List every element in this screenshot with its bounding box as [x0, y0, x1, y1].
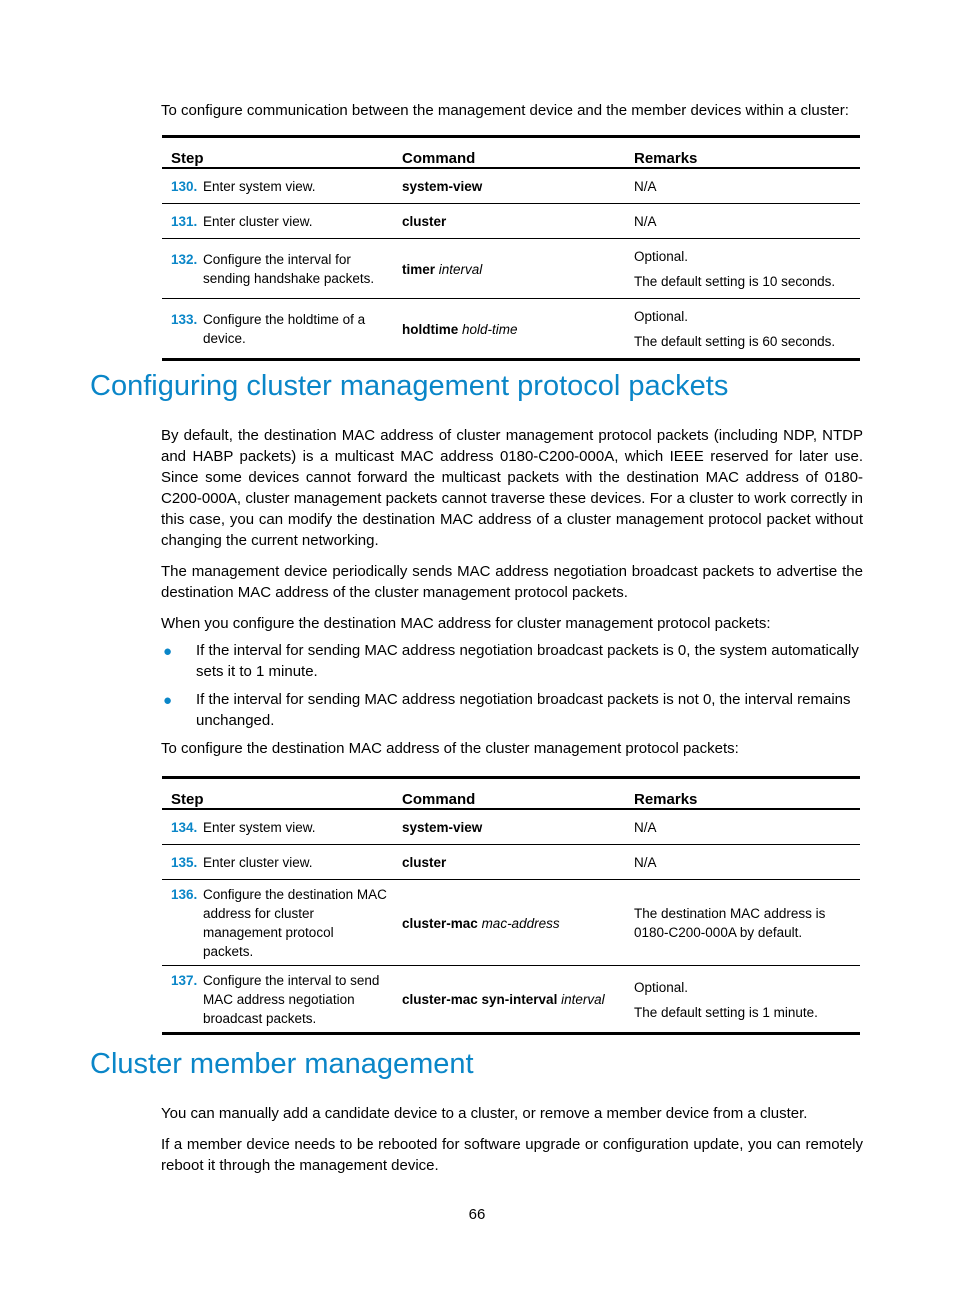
remark-line: N/A	[634, 214, 657, 229]
command-keyword: timer	[402, 261, 436, 277]
list-item	[161, 689, 863, 731]
command-cell	[393, 168, 625, 204]
command-keyword: cluster	[402, 214, 447, 229]
step-text: Configure the interval to send MAC address negotiation broadcast packets.	[203, 973, 380, 1026]
remark-line: Optional.	[634, 979, 689, 995]
command-keyword: cluster-mac syn-interval	[402, 992, 558, 1007]
body-paragraph: You can manually add a candidate device to a cluster, or remove a member device from a cluster.	[161, 1105, 808, 1122]
remarks-cell	[625, 239, 860, 299]
step-text: Configure the interval for sending handshake packets.	[203, 252, 375, 286]
bullet-text: If the interval for sending MAC address negotiation broadcast packets is 0, the system automatically sets it to 1 minute.	[196, 642, 859, 680]
step-number: 130.	[171, 179, 198, 194]
table-row	[162, 845, 860, 880]
table1-header-command: Command	[393, 137, 625, 169]
step-number: 137.	[171, 973, 198, 988]
command-keyword: system-view	[402, 179, 483, 194]
section-body-1	[161, 425, 863, 759]
intro-paragraph-1	[161, 100, 863, 121]
list-item	[161, 640, 863, 682]
table2-header-step: Step	[162, 778, 393, 810]
remark-line: N/A	[634, 855, 657, 870]
table-row	[162, 204, 860, 239]
command-argument: hold-time	[462, 321, 518, 337]
section-body-2	[161, 1103, 863, 1176]
command-keyword: cluster	[402, 855, 447, 870]
command-cell	[393, 845, 625, 880]
step-number: 131.	[171, 214, 198, 229]
bullet-icon: ●	[163, 643, 173, 660]
command-argument: interval	[561, 992, 605, 1007]
step-text: Enter cluster view.	[203, 214, 313, 229]
bullet-icon: ●	[163, 692, 173, 709]
bullet-text: If the interval for sending MAC address negotiation broadcast packets is not 0, the interval remains unchanged.	[196, 691, 851, 729]
remark-line: Optional.	[634, 309, 689, 324]
command-argument: mac-address	[481, 915, 560, 931]
table2-header-remarks: Remarks	[625, 778, 860, 810]
body-paragraph: The management device periodically sends MAC address negotiation broadcast packets to advertise the destination MAC address of the cluster management protocol packets.	[161, 563, 863, 601]
table-row	[162, 299, 860, 360]
remarks-cell	[625, 845, 860, 880]
step-text: Enter system view.	[203, 820, 316, 835]
body-paragraph: If a member device needs to be rebooted for software upgrade or configuration update, you can remotely reboot it through the management device.	[161, 1136, 863, 1174]
remarks-cell	[625, 966, 860, 1034]
table1-header-step: Step	[162, 137, 393, 169]
step-text: Configure the holdtime of a device.	[203, 312, 366, 346]
remark-line: The default setting is 1 minute.	[634, 1004, 818, 1020]
remark-line: N/A	[634, 820, 657, 835]
remark-line: Optional.	[634, 249, 689, 264]
command-cell	[393, 239, 625, 299]
command-cell	[393, 880, 625, 966]
command-cell	[393, 966, 625, 1034]
remark-line: The destination MAC address is 0180-C200-000A by default.	[634, 906, 826, 940]
bullet-list	[161, 640, 863, 731]
table-row	[162, 168, 860, 204]
command-cell	[393, 204, 625, 239]
section-heading-cluster-protocol-packets: Configuring cluster management protocol packets	[90, 370, 729, 402]
remarks-cell	[625, 880, 860, 966]
step-text: Enter system view.	[203, 179, 316, 194]
remarks-cell	[625, 299, 860, 360]
step-number: 134.	[171, 820, 198, 835]
body-paragraph: When you configure the destination MAC address for cluster management protocol packets:	[161, 615, 771, 632]
remark-line: The default setting is 10 seconds.	[634, 274, 836, 289]
remarks-cell	[625, 168, 860, 204]
table-row	[162, 880, 860, 966]
intro-text-2: To configure the destination MAC address of the cluster management protocol packets:	[161, 740, 739, 757]
step-number: 132.	[171, 252, 198, 267]
section-heading-cluster-member-management: Cluster member management	[90, 1048, 474, 1080]
remarks-cell	[625, 809, 860, 845]
body-paragraph: By default, the destination MAC address of cluster management protocol packets (including NDP, NTDP and HABP packets) is a multicast MAC address 0180-C200-000A, which IEEE reserved for later use. Since some devices cannot forward the multicast packets with the destination MAC address of 0180-C200-000A, cluster management packets cannot traverse these devices. For a cluster to work correctly in this case, you can modify the destination MAC address of a cluster management protocol packet without changing the current networking.	[161, 427, 863, 549]
step-number: 136.	[171, 887, 198, 902]
command-cell	[393, 809, 625, 845]
remark-line: The default setting is 60 seconds.	[634, 334, 836, 349]
step-text: Enter cluster view.	[203, 855, 313, 870]
table1-header-remarks: Remarks	[625, 137, 860, 169]
command-keyword: holdtime	[402, 321, 459, 337]
command-argument: interval	[438, 261, 483, 277]
table-row	[162, 809, 860, 845]
table-row	[162, 966, 860, 1034]
table-row	[162, 239, 860, 299]
command-keyword: cluster-mac	[402, 915, 478, 931]
page-number: 66	[468, 1206, 486, 1223]
step-text: Configure the destination MAC address for cluster management protocol packets.	[203, 887, 387, 959]
table2-header-command: Command	[393, 778, 625, 810]
intro-text-1: To configure communication between the management device and the member devices within a cluster:	[161, 102, 849, 119]
command-cell	[393, 299, 625, 360]
step-number: 135.	[171, 855, 198, 870]
steps-table-2	[162, 776, 860, 1035]
step-number: 133.	[171, 312, 198, 327]
command-keyword: system-view	[402, 820, 483, 835]
remark-line: N/A	[634, 179, 657, 194]
remarks-cell	[625, 204, 860, 239]
steps-table-1	[162, 135, 860, 361]
